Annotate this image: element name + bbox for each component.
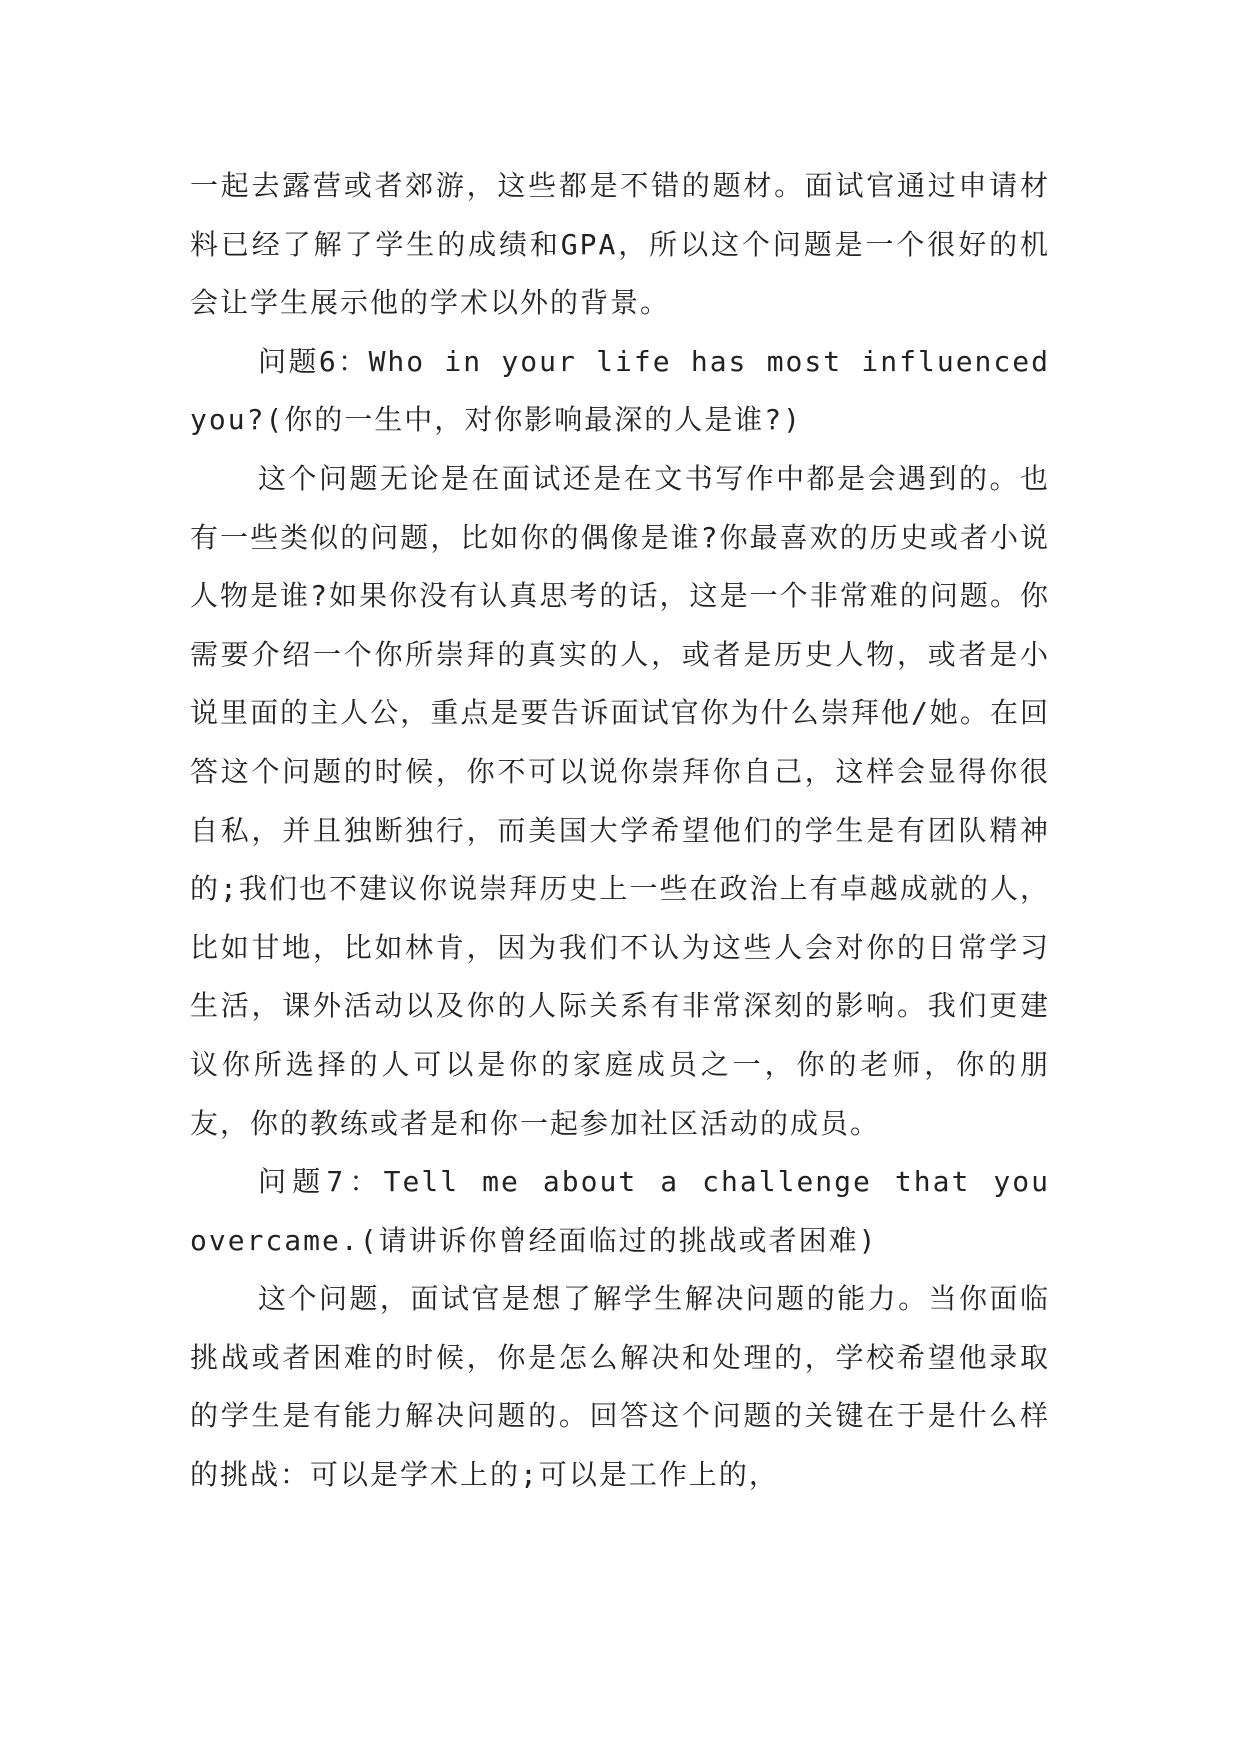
question-6-heading: 问题6：Who in your life has most influenced you?(你的一生中，对你影响最深的人是谁?) bbox=[190, 344, 1050, 437]
paragraph-continuation: 一起去露营或者郊游，这些都是不错的题材。面试官通过申请材料已经了解了学生的成绩和GPA，所以这个问题是一个很好的机会让学生展示他的学术以外的背景。 bbox=[190, 169, 1050, 320]
question-7-heading: 问题7：Tell me about a challenge that you overcame.(请讲诉你曾经面临过的挑战或者困难) bbox=[190, 1165, 1050, 1257]
question-7-answer: 这个问题，面试官是想了解学生解决问题的能力。当你面临挑战或者困难的时候，你是怎么解决和处理的，学校希望他录取的学生是有能力解决问题的。回答这个问题的关键在于是什么样的挑战：可以是学术上的;可以是工作上的， bbox=[190, 1282, 1050, 1492]
question-6-answer: 这个问题无论是在面试还是在文书写作中都是会遇到的。也有一些类似的问题，比如你的偶像是谁?你最喜欢的历史或者小说人物是谁?如果你没有认真思考的话，这是一个非常难的问题。你需要介绍一个你所崇拜的真实的人，或者是历史人物，或者是小说里面的主人公，重点是要告诉面试官你为什么崇拜他/她。在回答这个问题的时候，你不可以说你崇拜你自己，这样会显得你很自私，并且独断独行，而美国大学希望他们的学生是有团队精神的;我们也不建议你说崇拜历史上一些在政治上有卓越成就的人，比如甘地，比如林肯，因为我们不认为这些人会对你的日常学习生活，课外活动以及你的人际关系有非常深刻的影响。我们更建议你所选择的人可以是你的家庭成员之一，你的老师，你的朋友，你的教练或者是和你一起参加社区活动的成员。 bbox=[190, 461, 1050, 1140]
document-body bbox=[190, 157, 1050, 1505]
